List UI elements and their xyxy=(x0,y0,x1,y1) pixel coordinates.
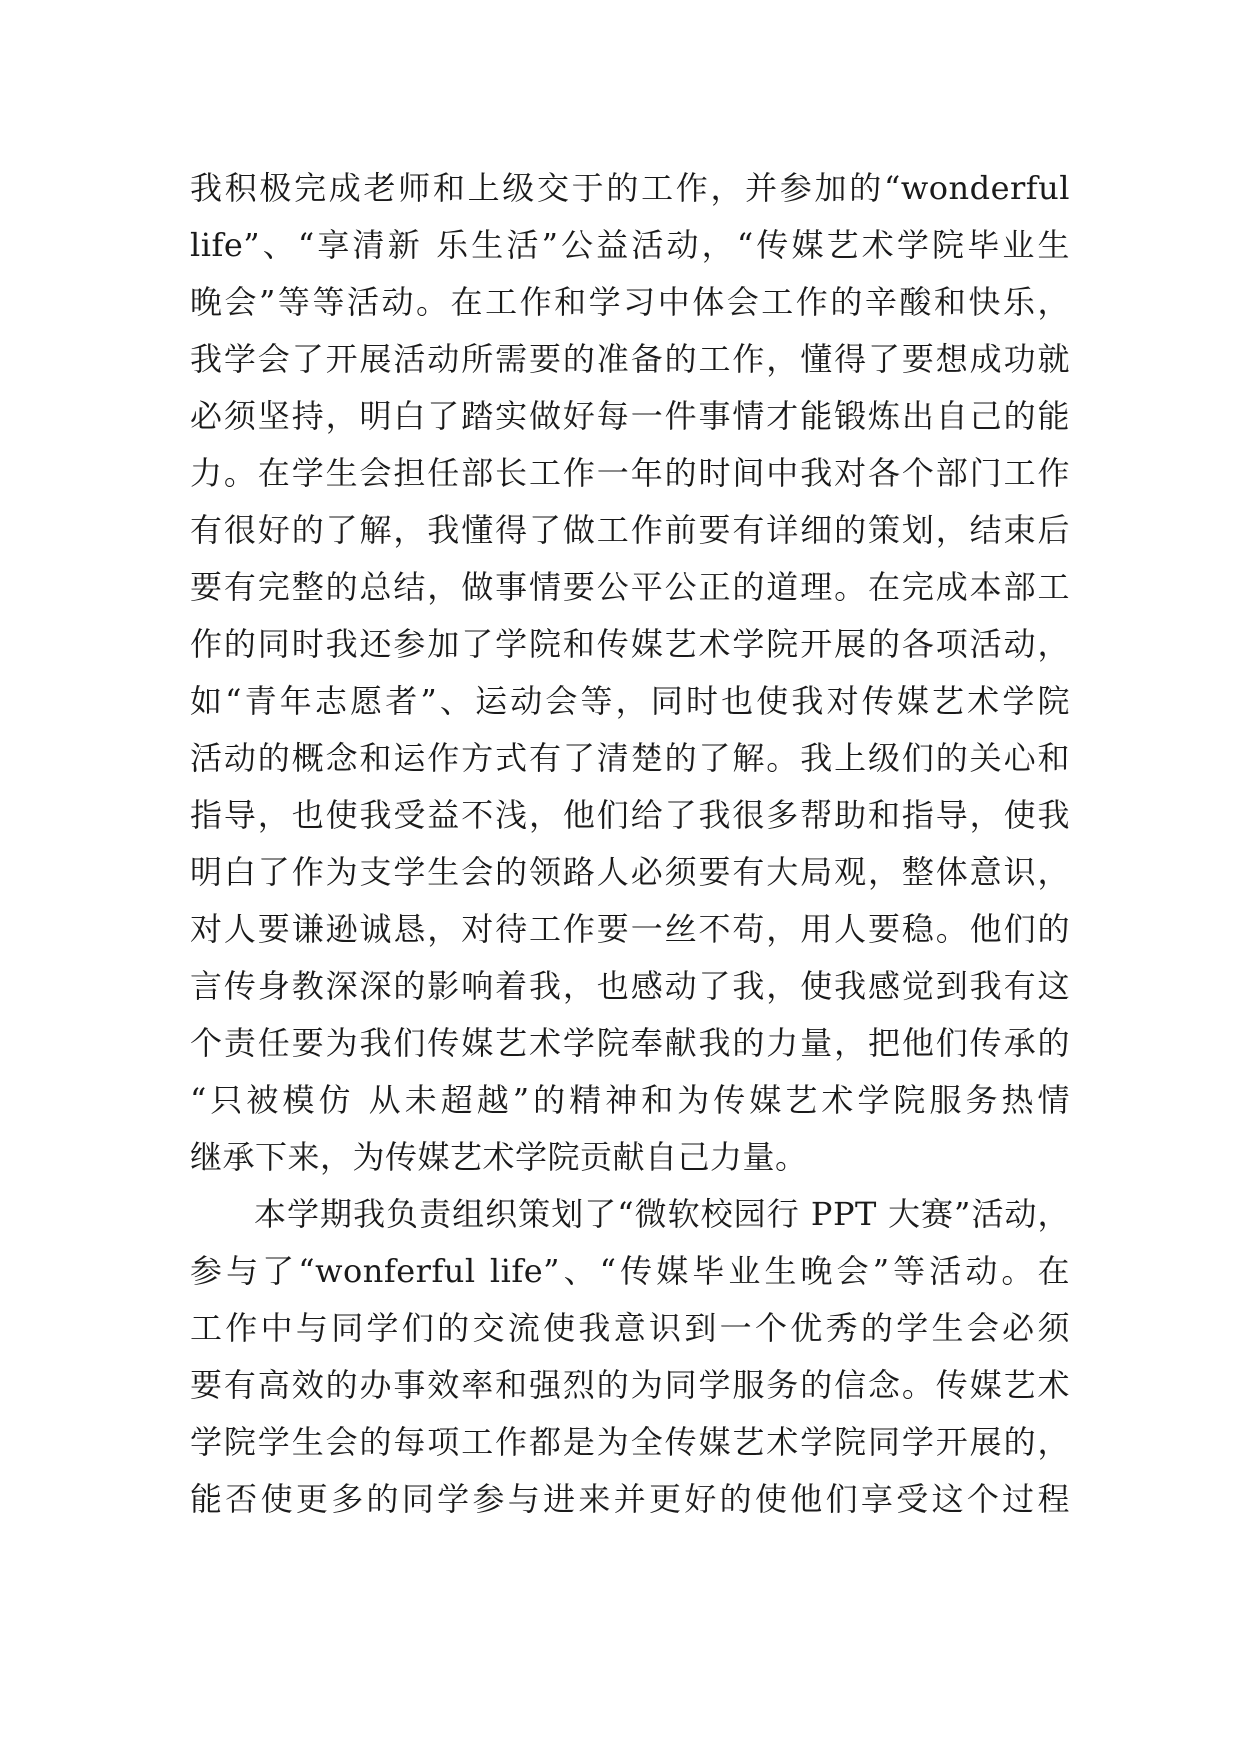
text-line: “只被模仿 从未超越”的精神和为传媒艺术学院服务热情 xyxy=(190,1081,1070,1119)
text-line: 有很好的了解，我懂得了做工作前要有详细的策划，结束后 xyxy=(190,511,1070,549)
text-line: 对人要谦逊诚恳，对待工作要一丝不苟，用人要稳。他们的 xyxy=(190,910,1070,948)
text-line: life”、“享清新 乐生活”公益活动，“传媒艺术学院毕业生 xyxy=(190,226,1070,264)
text-line: 必须坚持，明白了踏实做好每一件事情才能锻炼出自己的能 xyxy=(190,397,1070,435)
text-line: 活动的概念和运作方式有了清楚的了解。我上级们的关心和 xyxy=(190,739,1070,777)
text-line: 个责任要为我们传媒艺术学院奉献我的力量，把他们传承的 xyxy=(190,1024,1070,1062)
text-line: 指导，也使我受益不浅，他们给了我很多帮助和指导，使我 xyxy=(190,796,1070,834)
paragraph-start-line: 本学期我负责组织策划了“微软校园行 PPT 大赛”活动， xyxy=(254,1195,1070,1233)
text-line: 作的同时我还参加了学院和传媒艺术学院开展的各项活动， xyxy=(190,625,1070,663)
text-line: 言传身教深深的影响着我，也感动了我，使我感觉到我有这 xyxy=(190,967,1070,1005)
text-line: 能否使更多的同学参与进来并更好的使他们享受这个过程 xyxy=(190,1480,1070,1518)
text-line: 工作中与同学们的交流使我意识到一个优秀的学生会必须 xyxy=(190,1309,1070,1347)
text-line: 明白了作为支学生会的领路人必须要有大局观，整体意识， xyxy=(190,853,1070,891)
text-line: 如“青年志愿者”、运动会等，同时也使我对传媒艺术学院 xyxy=(190,682,1070,720)
text-line: 我积极完成老师和上级交于的工作，并参加的“wonderful xyxy=(190,169,1070,207)
text-line: 我学会了开展活动所需要的准备的工作，懂得了要想成功就 xyxy=(190,340,1070,378)
text-line: 力。在学生会担任部长工作一年的时间中我对各个部门工作 xyxy=(190,454,1070,492)
text-line: 要有完整的总结，做事情要公平公正的道理。在完成本部工 xyxy=(190,568,1070,606)
text-line: 要有高效的办事效率和强烈的为同学服务的信念。传媒艺术 xyxy=(190,1366,1070,1404)
paragraph-end-line: 继承下来，为传媒艺术学院贡献自己力量。 xyxy=(190,1138,808,1176)
body-text xyxy=(190,160,1070,1528)
text-line: 学院学生会的每项工作都是为全传媒艺术学院同学开展的， xyxy=(190,1423,1070,1461)
text-line: 晚会”等等活动。在工作和学习中体会工作的辛酸和快乐， xyxy=(190,283,1070,321)
text-line: 参与了“wonferful life”、“传媒毕业生晚会”等活动。在 xyxy=(190,1252,1070,1290)
